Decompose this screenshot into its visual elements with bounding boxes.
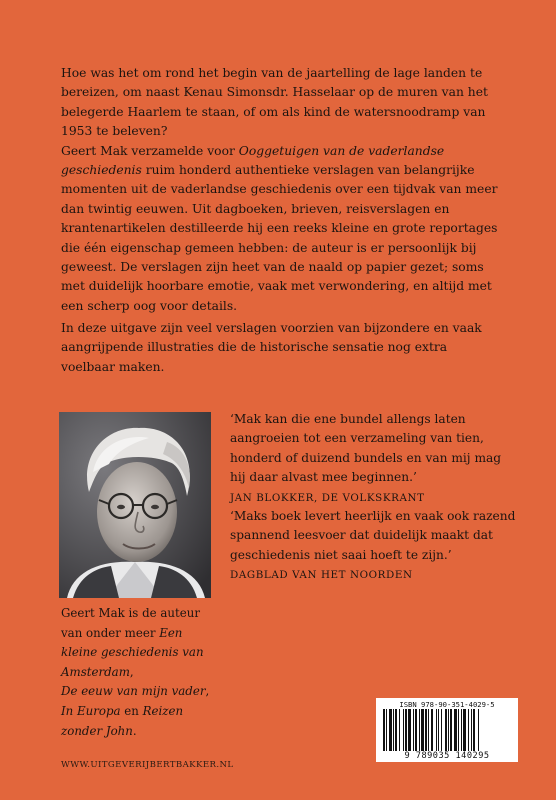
bio-separator: en	[120, 703, 143, 718]
quote-source: DAGBLAD VAN HET NOORDEN	[230, 569, 413, 582]
ean-number: 9 789035 140295	[404, 751, 490, 761]
bio-book-4: Reizen zonder John	[61, 703, 184, 738]
quote-text: ‘Mak kan die ene bundel allengs laten aangroeien tot een verzameling van tien, honderd of duizend bundels en van mij mag hij daar alvast mee beginnen.’	[230, 412, 502, 485]
bio-book-3: In Europa	[61, 703, 121, 718]
intro-text-3: ruim honderd authentieke verslagen van belangrijke momenten uit de vaderlandse geschiedenis over een tijdvak van meer dan twintig eeuwen. Uit dagboeken, brieven, reisverslagen en krantenartikelen destilleerde hij een reeks kleine en grote reportages die één eigenschap gemeen hebben: de auteur is er persoonlijk bij geweest. De verslagen zijn heet van de naald op papier gezet; soms met duidelijk hoorbare emotie, vaak met verwondering, en altijd met een scherp oog voor details.	[61, 163, 498, 313]
intro-paragraph	[61, 64, 501, 316]
author-bio	[61, 604, 221, 741]
bio-end: .	[132, 723, 137, 738]
illustrations-paragraph: In deze uitgave zijn veel verslagen voorzien van bijzondere en vaak aangrijpende illustraties die de historische sensatie nog extra voelbaar maken.	[61, 321, 482, 374]
publisher-website: WWW.UITGEVERIJBERTBAKKER.NL	[61, 760, 234, 770]
barcode-bars	[383, 709, 511, 751]
quote-text: ‘Maks boek levert heerlijk en vaak ook razend spannend leesvoer dat duidelijk maakt dat geschiedenis niet saai hoeft te zijn.’	[230, 509, 516, 562]
author-photo	[59, 412, 211, 598]
bio-book-2: De eeuw van mijn vader	[61, 684, 206, 699]
intro-text-2: Geert Mak verzamelde voor	[61, 143, 239, 158]
bio-book-1: Een kleine geschiedenis van Amsterdam	[61, 625, 204, 679]
book-title: Ooggetuigen van de vaderlandse geschiedenis	[61, 143, 445, 178]
bio-lead: Geert Mak is de auteur van onder meer	[61, 606, 200, 640]
barcode	[376, 698, 518, 762]
review-quote-1	[230, 410, 516, 505]
quote-source: JAN BLOKKER, DE VOLKSKRANT	[230, 491, 425, 504]
isbn-number: ISBN 978-90-351-4029-5	[399, 700, 495, 709]
bio-separator: ,	[129, 664, 134, 679]
intro-text-1: Hoe was het om rond het begin van de jaartelling de lage landen te bereizen, om naast Kenau Simonsdr. Hasselaar op de muren van het belegerde Haarlem te staan, of om als kind de watersnoodramp van 1953 te beleven?	[61, 66, 488, 139]
bio-separator: ,	[205, 684, 210, 699]
review-quote-2	[230, 507, 516, 582]
